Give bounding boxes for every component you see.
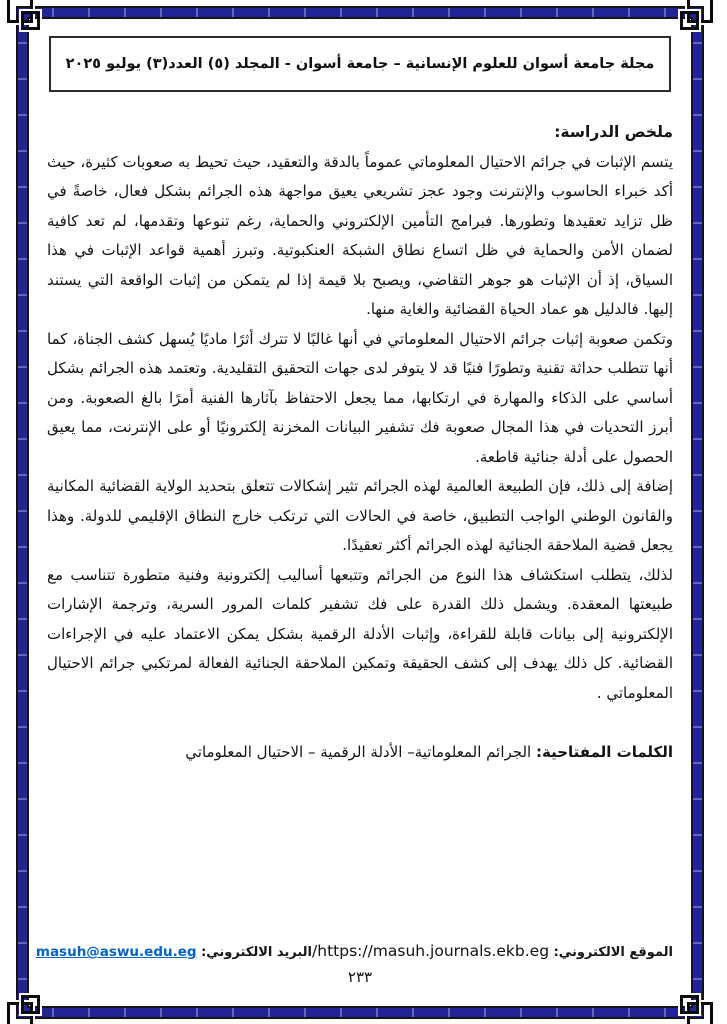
keywords-label: الكلمات المفتاحية: — [535, 743, 673, 761]
page-number: ٢٣٣ — [347, 968, 373, 986]
abstract-heading: ملخص الدراسة: — [554, 123, 673, 141]
website-block — [312, 942, 673, 960]
decorative-frame — [16, 6, 704, 1019]
journal-header-box — [49, 36, 671, 92]
frame-band-right — [693, 8, 702, 1017]
abstract-paragraph: يتسم الإثبات في جرائم الاحتيال المعلوماتي عموماً بالدقة والتعقيد، حيث تحيط به صعوبات كثيرة، حيث أكد خبراء الحاسوب والإنترنت وجود عجز تشريعي يعيق مواجهة هذه الجرائم بشكل فعال، خاصةً في ظل تزايد تعقيدها وتطورها. فبرامج التأمين الإلكتروني والحماية، رغم تنوعها وتقدمها، لم تعد كافية لضمان الأمن والحماية في ظل اتساع نطاق الشبكة العنكبوتية. وتبرز أهمية قواعد الإثبات في هذا السياق، إذ أن الإثبات هو جوهر التقاضي، ويصبح بلا قيمة إذا لم يتمكن من إثبات الواقعة التي يستند إليها. فالدليل هو عماد الحياة القضائية والغاية منها. — [47, 152, 673, 318]
abstract-paragraph: إضافة إلى ذلك، فإن الطبيعة العالمية لهذه الجرائم تثير إشكالات تتعلق بتحديد الولاية القضائية المكانية والقانون الوطني الواجب التطبيق، خاصة في الحالات التي ترتكب خارج النطاق الإقليمي للدولة. وهذا يجعل قضية الملاحقة الجنائية لهذه الجرائم أكثر تعقيدًا. — [47, 477, 673, 554]
journal-title: مجلة جامعة أسوان للعلوم الإنسانية – جامعة أسوان - المجلد (٥) العدد(٣) يوليو ٢٠٢٥ — [65, 56, 655, 72]
email-block — [36, 944, 312, 960]
frame-band-left — [18, 8, 27, 1017]
abstract-paragraph: لذلك، يتطلب استكشاف هذا النوع من الجرائم وتتبعها أساليب إلكترونية وفنية متطورة تتناسب مع طبيعتها المعقدة. ويشمل ذلك القدرة على فك تشفير كلمات المرور السرية، وترجمة الإشارات الإلكترونية إلى بيانات قابلة للقراءة، وإثبات الأدلة الرقمية بشكل يمكن الاعتماد عليه في الإجراءات القضائية. كل ذلك يهدف إلى كشف الحقيقة وتمكين الملاحقة الجنائية الفعالة لمرتكبي جرائم الاحتيال المعلوماتي . — [47, 565, 673, 702]
keywords-text: الجرائم المعلوماتية– الأدلة الرقمية – الاحتيال المعلوماتي — [185, 743, 536, 761]
frame-band-bottom — [18, 1008, 702, 1017]
email-link[interactable]: masuh@aswu.edu.eg — [35, 944, 197, 960]
abstract-section — [47, 118, 673, 708]
website-label: الموقع الالكتروني: — [549, 945, 673, 960]
keywords-line — [47, 738, 673, 768]
content-wrapper — [27, 17, 693, 1008]
frame-band-top — [18, 8, 702, 17]
email-label: البريد الالكتروني: — [196, 945, 313, 960]
website-url: https://masuh.journals.ekb.eg/ — [312, 942, 550, 960]
abstract-paragraph: وتكمن صعوبة إثبات جرائم الاحتيال المعلوماتي في أنها غالبًا لا تترك أثرًا ماديًا يُسهل كشف الجناة، كما أنها تتطلب حداثة تقنية وتطورًا فنيًا قد لا يتوفر لدى جهات التحقيق التقليدية. وتعتمد هذه الجرائم بشكل أساسي على الذكاء والمهارة في ارتكابها، مما يجعل الاحتفاظ بآثارها الفنية أمرًا بالغ الصعوبة. ومن أبرز التحديات في هذا المجال صعوبة فك تشفير البيانات المخزنة إلكترونيًا أو على الإنترنت، مما يعيق الحصول على أدلة جنائية قاطعة. — [47, 329, 673, 466]
page-content — [29, 19, 691, 1006]
footer — [35, 942, 673, 960]
